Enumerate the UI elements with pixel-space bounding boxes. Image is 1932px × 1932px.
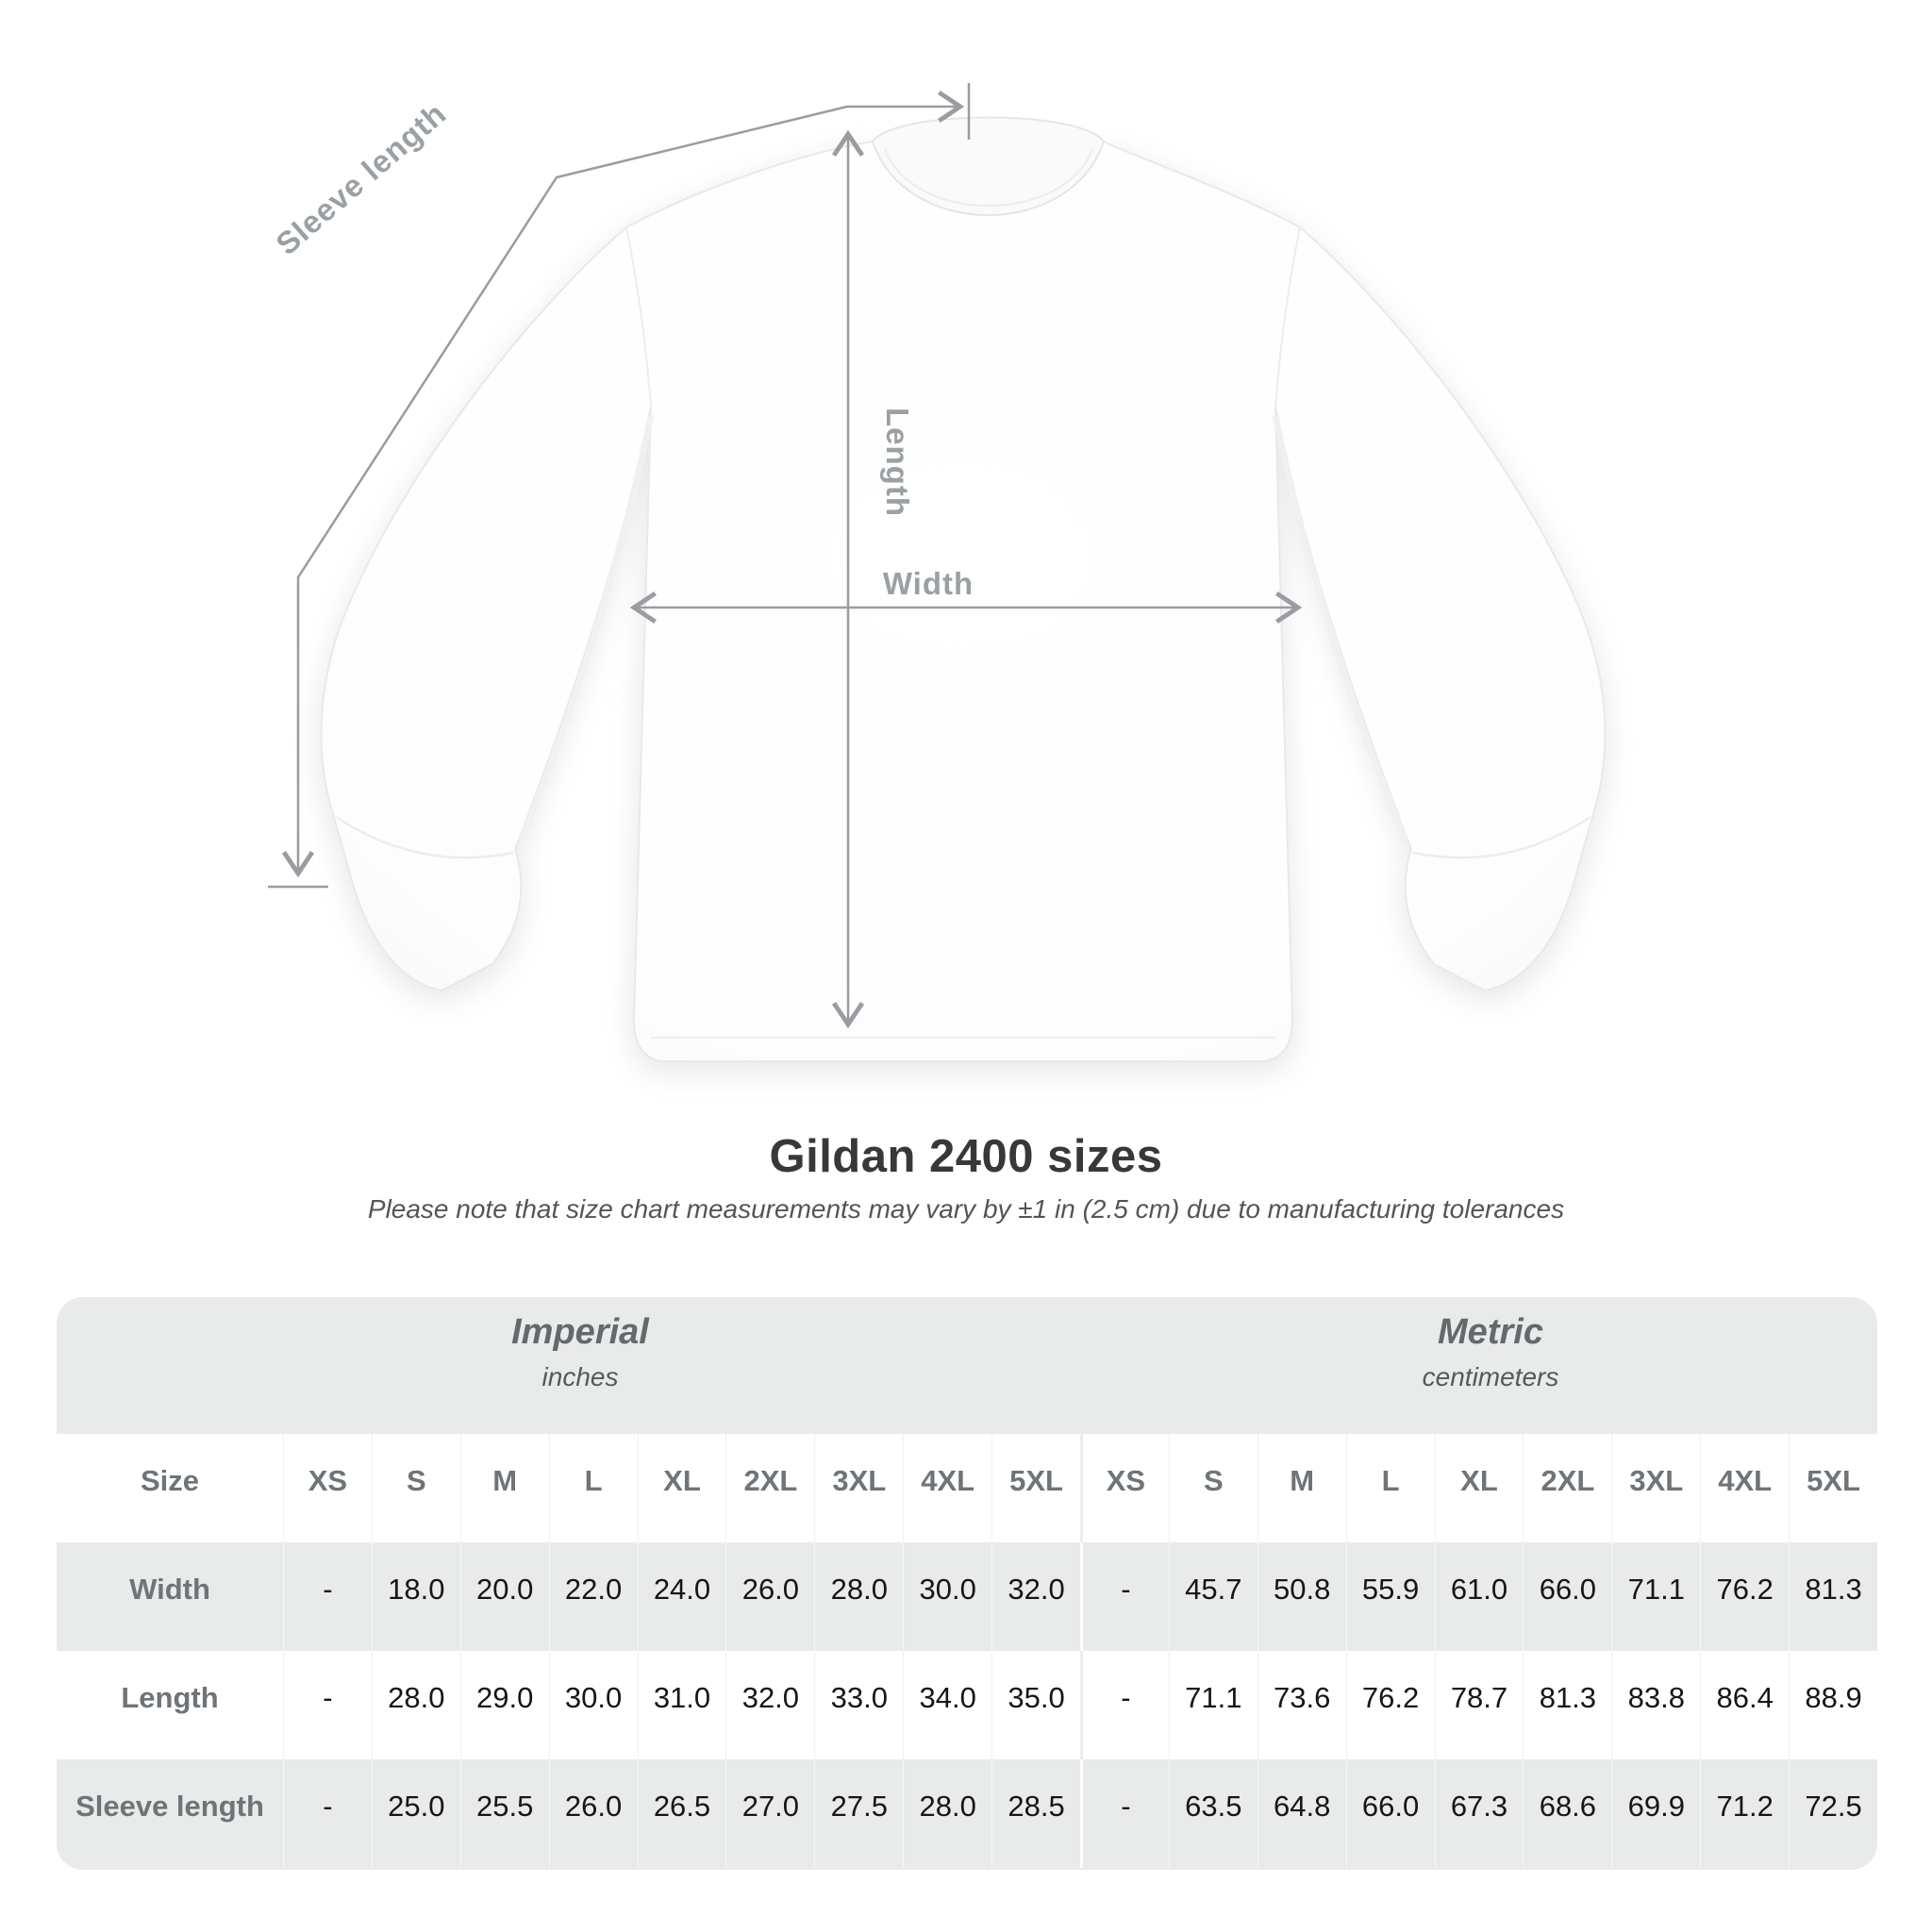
imperial-group-header <box>57 1297 1104 1434</box>
table-cell: 67.3 <box>1435 1759 1524 1868</box>
width-label: Width <box>882 566 974 601</box>
header-cell: S <box>1169 1434 1257 1542</box>
table-cell: 31.0 <box>638 1651 726 1759</box>
header-cell: M <box>1257 1434 1346 1542</box>
table-cell: 71.1 <box>1611 1542 1700 1651</box>
header-cell: 3XL <box>814 1434 903 1542</box>
imperial-label: Imperial <box>511 1312 649 1352</box>
table-cell: 68.6 <box>1523 1759 1611 1868</box>
table-cell: 73.6 <box>1257 1651 1346 1759</box>
table-cell: 26.5 <box>638 1759 726 1868</box>
table-cell: - <box>1080 1759 1169 1868</box>
table-cell: 88.9 <box>1789 1651 1877 1759</box>
header-cell: S <box>372 1434 460 1542</box>
table-cell: 72.5 <box>1789 1759 1877 1868</box>
table-cell: 76.2 <box>1346 1651 1435 1759</box>
table-cell: - <box>283 1651 372 1759</box>
table-cell: 28.5 <box>991 1759 1080 1868</box>
table-cell: 63.5 <box>1169 1759 1257 1868</box>
header-cell: 2XL <box>725 1434 814 1542</box>
metric-unit: centimeters <box>1422 1362 1559 1391</box>
table-cell: 28.0 <box>372 1651 460 1759</box>
row-label: Length <box>121 1681 219 1714</box>
table-cell: 71.1 <box>1169 1651 1257 1759</box>
table-cell: 25.0 <box>372 1759 460 1868</box>
table-cell: 81.3 <box>1789 1542 1877 1651</box>
table-cell: 35.0 <box>991 1651 1080 1759</box>
size-table <box>57 1297 1877 1870</box>
table-cell: 30.0 <box>549 1651 638 1759</box>
header-cell: L <box>549 1434 638 1542</box>
header-cell: 4XL <box>903 1434 991 1542</box>
table-cell: 86.4 <box>1700 1651 1789 1759</box>
header-cell: XL <box>638 1434 726 1542</box>
table-cell: 66.0 <box>1346 1759 1435 1868</box>
size-grid <box>57 1434 1877 1868</box>
size-column-header: Size <box>140 1464 200 1497</box>
sleeve-length-label: Sleeve length <box>269 95 453 262</box>
table-cell: 71.2 <box>1700 1759 1789 1868</box>
table-cell: 32.0 <box>991 1542 1080 1651</box>
table-cell: 64.8 <box>1257 1759 1346 1868</box>
length-label: Length <box>880 408 915 517</box>
table-cell: 32.0 <box>725 1651 814 1759</box>
table-cell: 61.0 <box>1435 1542 1524 1651</box>
table-cell: - <box>1080 1542 1169 1651</box>
tolerance-note: Please note that size chart measurements may vary by ±1 in (2.5 cm) due to manufacturing tolerances <box>367 1194 1565 1224</box>
table-cell: 34.0 <box>903 1651 991 1759</box>
row-label: Width <box>129 1573 210 1606</box>
table-row-width <box>57 1542 1877 1651</box>
header-cell: XL <box>1435 1434 1524 1542</box>
table-cell: 26.0 <box>549 1759 638 1868</box>
table-cell: 25.5 <box>460 1759 549 1868</box>
table-cell: - <box>283 1759 372 1868</box>
table-cell: 76.2 <box>1700 1542 1789 1651</box>
table-cell: 20.0 <box>460 1542 549 1651</box>
table-cell: 27.5 <box>814 1759 903 1868</box>
header-cell: 3XL <box>1611 1434 1700 1542</box>
shirt-body <box>321 142 1605 1061</box>
table-cell: 33.0 <box>814 1651 903 1759</box>
table-cell: - <box>1080 1651 1169 1759</box>
table-cell: 55.9 <box>1346 1542 1435 1651</box>
table-cell: 26.0 <box>725 1542 814 1651</box>
table-cell: 18.0 <box>372 1542 460 1651</box>
row-label: Sleeve length <box>75 1790 264 1823</box>
metric-label: Metric <box>1438 1312 1543 1352</box>
table-header-row <box>57 1434 1877 1542</box>
header-cell: M <box>460 1434 549 1542</box>
header-cell: XS <box>283 1434 372 1542</box>
table-row-sleeve-length <box>57 1759 1877 1868</box>
table-cell: 78.7 <box>1435 1651 1524 1759</box>
header-cell: L <box>1346 1434 1435 1542</box>
header-cell: XS <box>1080 1434 1169 1542</box>
header-cell: 2XL <box>1523 1434 1611 1542</box>
table-cell: 50.8 <box>1257 1542 1346 1651</box>
table-cell: 45.7 <box>1169 1542 1257 1651</box>
header-cell: 5XL <box>991 1434 1080 1542</box>
page-title: Gildan 2400 sizes <box>769 1131 1163 1182</box>
table-cell: 66.0 <box>1523 1542 1611 1651</box>
table-cell: 29.0 <box>460 1651 549 1759</box>
header-cell: 4XL <box>1700 1434 1789 1542</box>
table-cell: 28.0 <box>814 1542 903 1651</box>
metric-group-header <box>1104 1297 1877 1434</box>
table-cell: 30.0 <box>903 1542 991 1651</box>
table-cell: 22.0 <box>549 1542 638 1651</box>
table-cell: 69.9 <box>1611 1759 1700 1868</box>
table-row-length <box>57 1651 1877 1759</box>
table-cell: 83.8 <box>1611 1651 1700 1759</box>
table-cell: 27.0 <box>725 1759 814 1868</box>
header-cell: 5XL <box>1789 1434 1877 1542</box>
table-cell: 81.3 <box>1523 1651 1611 1759</box>
table-cell: 24.0 <box>638 1542 726 1651</box>
table-cell: 28.0 <box>903 1759 991 1868</box>
imperial-unit: inches <box>541 1362 619 1391</box>
table-cell: - <box>283 1542 372 1651</box>
